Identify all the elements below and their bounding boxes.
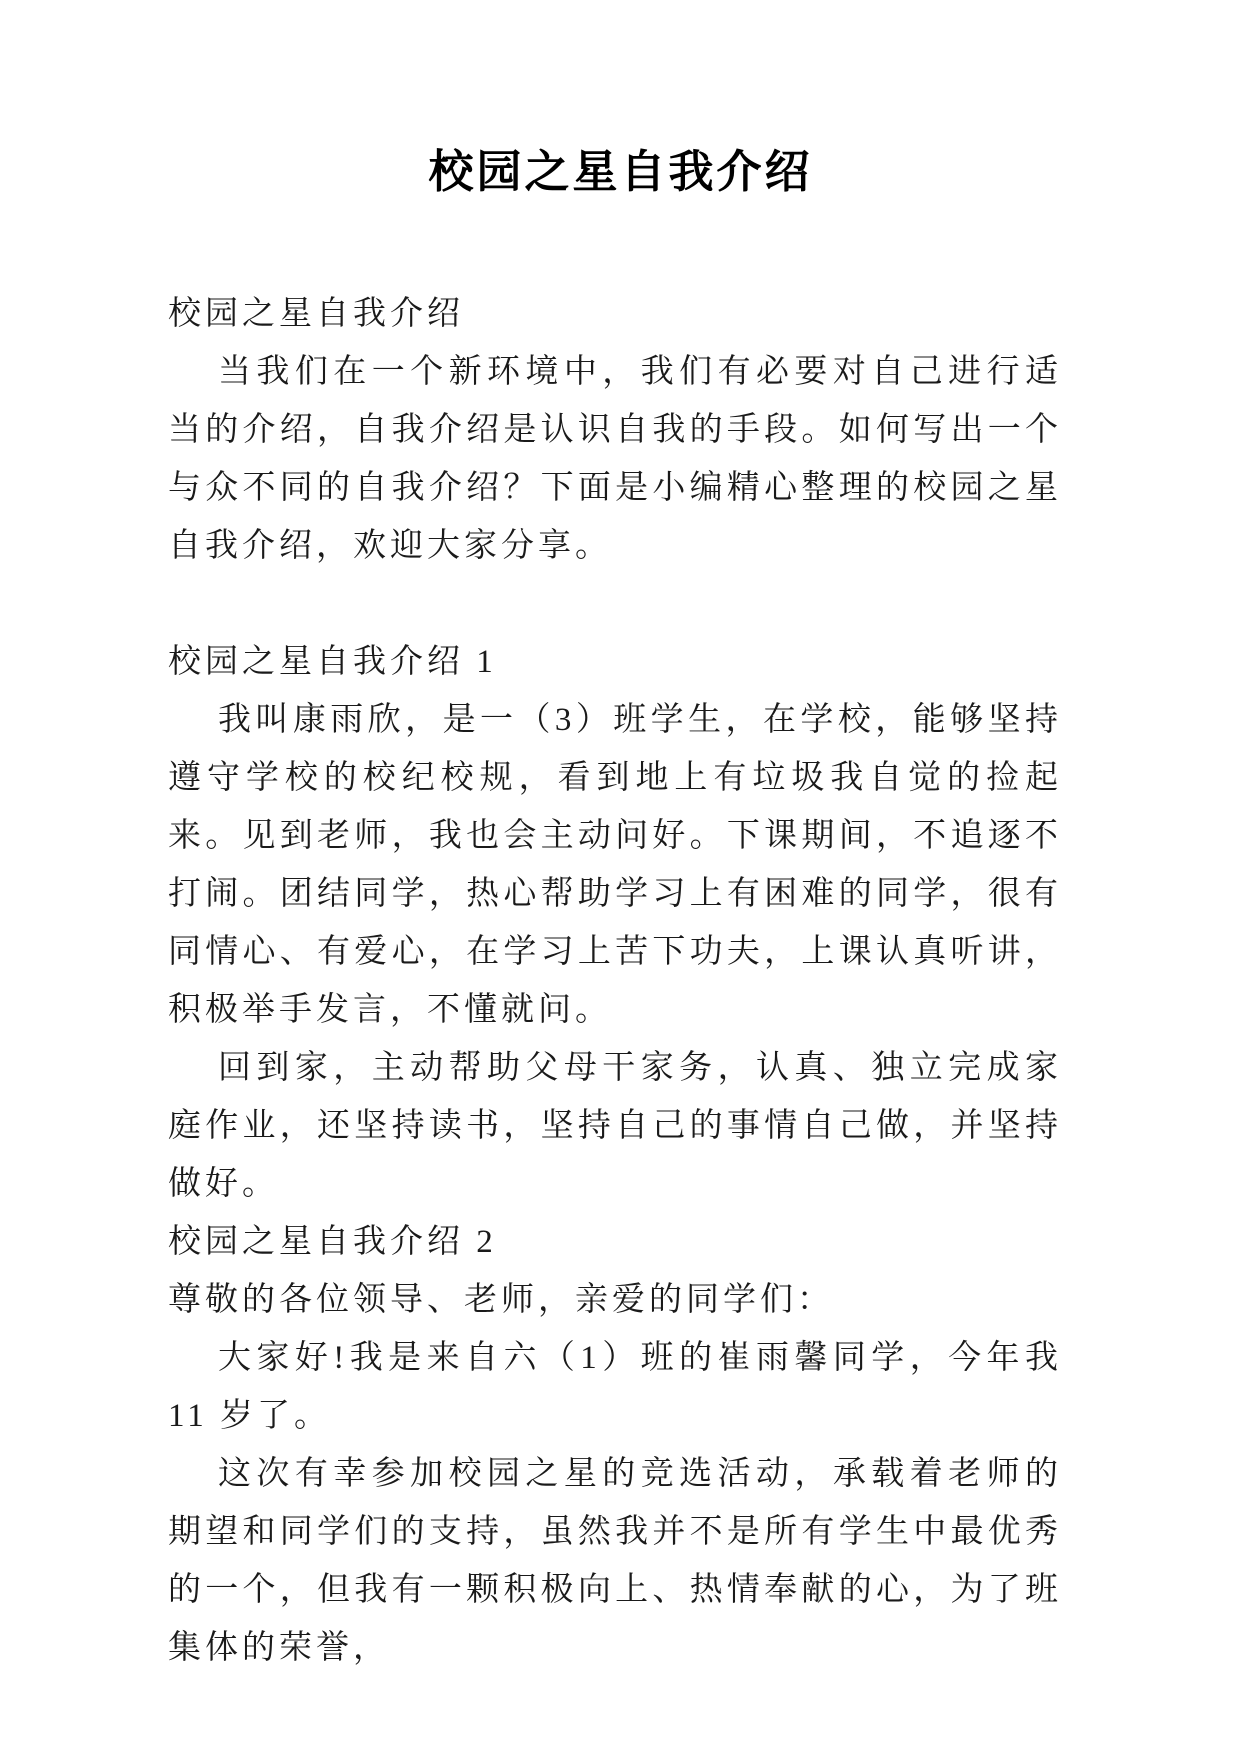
document-paragraph: 当我们在一个新环境中，我们有必要对自己进行适当的介绍，自我介绍是认识自我的手段。如何写出一个与众不同的自我介绍？下面是小编精心整理的校园之星自我介绍，欢迎大家分享。: [168, 354, 1062, 564]
document-paragraph: 这次有幸参加校园之星的竞选活动，承载着老师的期望和同学们的支持，虽然我并不是所有学生中最优秀的一个，但我有一颗积极向上、热情奉献的心，为了班集体的荣誉，: [168, 1456, 1062, 1666]
document-paragraph: 回到家，主动帮助父母干家务，认真、独立完成家庭作业，还坚持读书，坚持自己的事情自己做，并坚持做好。: [168, 1050, 1062, 1202]
document-line: 校园之星自我介绍: [168, 296, 464, 332]
document-paragraph: 我叫康雨欣，是一（3）班学生，在学校，能够坚持遵守学校的校纪校规，看到地上有垃圾我自觉的捡起来。见到老师，我也会主动问好。下课期间，不追逐不打闹。团结同学，热心帮助学习上有困难的同学，很有同情心、有爱心，在学习上苦下功夫，上课认真听讲，积极举手发言，不懂就问。: [168, 702, 1062, 1028]
document-line: 尊敬的各位领导、老师，亲爱的同学们：: [168, 1282, 834, 1318]
document-line: 校园之星自我介绍 1: [168, 644, 497, 680]
document-title: 校园之星自我介绍: [428, 147, 813, 197]
document-spacer: [168, 575, 1062, 633]
document-paragraph: 大家好!我是来自六（1）班的崔雨馨同学，今年我 11 岁了。: [168, 1340, 1062, 1434]
document-line: 校园之星自我介绍 2: [168, 1224, 497, 1260]
document-body: [168, 285, 1062, 1677]
